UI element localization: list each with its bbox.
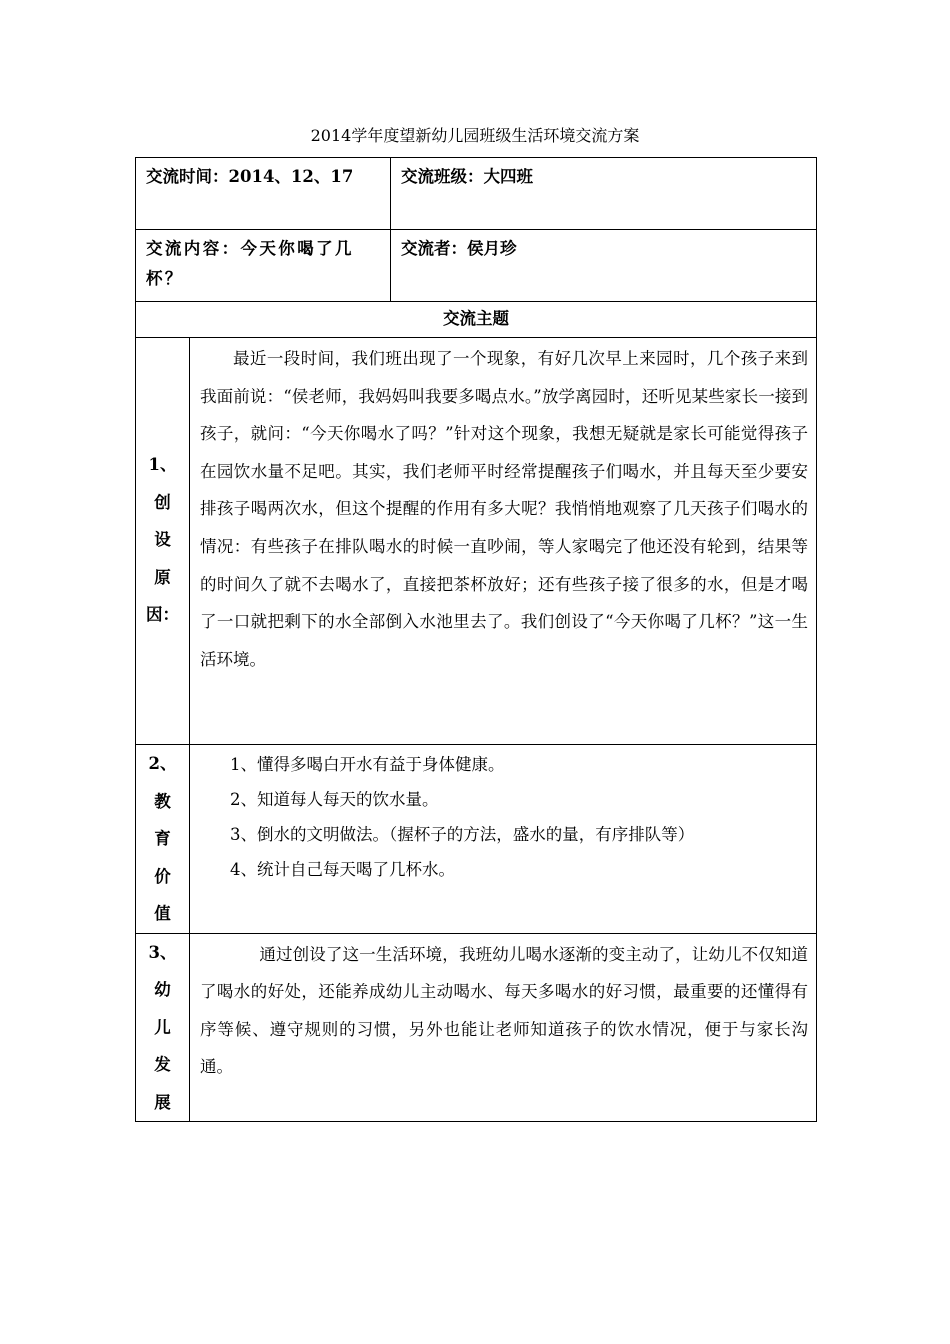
exchange-content-label: 交流内容：今天你喝了几杯？ [146, 239, 354, 288]
section-1-content [190, 338, 817, 745]
exchange-plan-table [135, 157, 817, 1122]
exchange-class-label: 交流班级：大四班 [401, 167, 534, 186]
education-value-item: 1、懂得多喝白开水有益于身体健康。 [230, 755, 505, 774]
section-2-content [190, 745, 817, 934]
exchange-class-cell [391, 158, 817, 230]
section-2-side-label: 2、 教 育 价 值 [136, 745, 190, 934]
section-3-content [190, 933, 817, 1122]
education-value-item: 3、倒水的文明做法。（握杯子的方法，盛水的量，有序排队等） [230, 825, 695, 844]
creation-reason-text: 最近一段时间，我们班出现了一个现象，有好几次早上来园时，几个孩子来到我面前说：“侯老师，我妈妈叫我要多喝点水。”放学离园时，还听见某些家长一接到孩子，就问：“今天你喝水了吗？”针对这个现象，我想无疑就是家长可能觉得孩子在园饮水量不足吧。其实，我们老师平时经常提醒孩子们喝水，并且每天至少要安排孩子喝两次水，但这个提醒的作用有多大呢？我悄悄地观察了几天孩子们喝水的情况：有些孩子在排队喝水的时候一直吵闹，等人家喝完了他还没有轮到，结果等的时间久了就不去喝水了，直接把茶杯放好；还有些孩子接了很多的水，但是才喝了一口就把剩下的水全部倒入水池里去了。我们创设了“今天你喝了几杯？”这一生活环境。 [200, 349, 809, 669]
section-1-side-label: 1、 创 设 原 因： [136, 338, 190, 745]
exchange-time-cell [136, 158, 391, 230]
exchange-time-label: 交流时间：2014、12、17 [146, 167, 354, 186]
presenter-label: 交流者：侯月珍 [401, 239, 517, 258]
child-development-text: 通过创设了这一生活环境，我班幼儿喝水逐渐的变主动了，让幼儿不仅知道了喝水的好处，还能养成幼儿主动喝水、每天多喝水的好习惯，最重要的还懂得有序等候、遵守规则的习惯，另外也能让老师知道孩子的饮水情况，便于与家长沟通。 [200, 944, 809, 1076]
exchange-content-cell [136, 230, 391, 302]
page-title: 2014学年度望新幼儿园班级生活环境交流方案 [310, 126, 640, 145]
presenter-cell [391, 230, 817, 302]
education-value-item: 2、知道每人每天的饮水量。 [230, 790, 439, 809]
section-3-side-label: 3、 幼 儿 发 展 [136, 933, 190, 1122]
theme-header: 交流主题 [136, 302, 817, 338]
education-value-item: 4、统计自己每天喝了几杯水。 [230, 860, 455, 879]
